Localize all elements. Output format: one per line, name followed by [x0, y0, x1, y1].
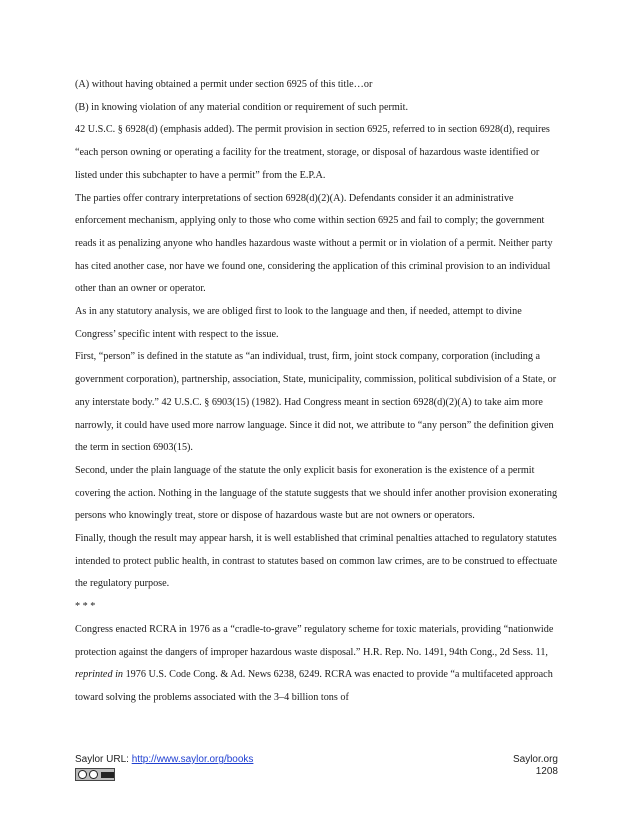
document-body — [75, 74, 559, 710]
paragraph-plain-language: Second, under the plain language of the statute the only explicit basis for exoneration is the existence of a permit covering the action. Nothing in the language of the statute suggests that we should infer another provision exonerating persons who knowingly treat, store or dispose of hazardous waste but are not owners or operators. — [75, 464, 558, 522]
rcra-text-start: Congress enacted RCRA in 1976 as a “cradle-to-grave” regulatory scheme for toxic materials, providing “nationwide protection against the dangers of improper hazardous waste disposal.” H.R. Rep. No. 1491, 94th Cong., 2d Sess. 11, — [75, 623, 554, 658]
paragraph-rcra-history — [75, 619, 559, 710]
footer-source — [75, 754, 253, 766]
page-number: 1208 — [535, 766, 558, 777]
paragraph-regulatory-purpose: Finally, though the result may appear harsh, it is well established that criminal penalties attached to regulatory statutes intended to protect public health, in contrast to statutes based on common law crimes, are to be construed to effectuate the regulatory purpose. — [75, 533, 558, 590]
license-bar-icon — [101, 772, 115, 778]
footer-page-info — [513, 754, 558, 778]
rcra-text-italic: reprinted in — [75, 669, 124, 681]
paragraph-person-definition: First, “person” is defined in the statute as “an individual, trust, firm, joint stock company, corporation (including a government corporation), partnership, association, State, municipality, commission, political subdivision of a State, or any interstate body.” 42 U.S.C. § 6903(15) (1982). Had Congress meant in section 6928(d)(2)(A) to take aim more narrowly, it could have used more narrow language. Since it did not, we attribute to “any person” the definition given the term in section 6903(15). — [75, 351, 557, 454]
section-separator: * * * — [75, 601, 96, 613]
paragraph-interpretations: The parties offer contrary interpretations of section 6928(d)(2)(A). Defendants consider it an administrative enforcement mechanism, applying only to those who come within section 6925 and fail to comply; the government reads it as penalizing anyone who handles hazardous waste without a permit or in violation of a permit. Neither party has cited another case, nor have we found one, considering the application of this criminal provision to an individual other than an owner or operator. — [75, 192, 553, 295]
paragraph-citation: 42 U.S.C. § 6928(d) (emphasis added). The permit provision in section 6925, referred to in section 6928(d), requires “each person owning or operating a facility for the treatment, storage, or disposal of hazardous waste identified or listed under this subchapter to have a permit” from the E.P.A. — [75, 124, 550, 181]
creative-commons-license-icon — [75, 768, 115, 781]
statute-subsection-b: (B) in knowing violation of any material condition or requirement of such permit. — [75, 101, 408, 113]
paragraph-statutory-analysis: As in any statutory analysis, we are obliged first to look to the language and then, if needed, attempt to divine Congress’ specific intent with respect to the issue. — [75, 306, 522, 340]
footer-url-label: Saylor URL: — [75, 754, 132, 765]
statute-subsection-a: (A) without having obtained a permit under section 6925 of this title…or — [75, 79, 373, 90]
footer-site-name: Saylor.org — [512, 754, 558, 765]
by-circle-icon — [89, 770, 98, 779]
rcra-text-end: 1976 U.S. Code Cong. & Ad. News 6238, 6249. RCRA was enacted to provide “a multifaceted approach toward solving the problems associated with the 3–4 billion tons of — [75, 669, 553, 703]
footer-url-link[interactable]: http://www.saylor.org/books — [131, 754, 254, 765]
cc-circle-icon — [78, 770, 87, 779]
